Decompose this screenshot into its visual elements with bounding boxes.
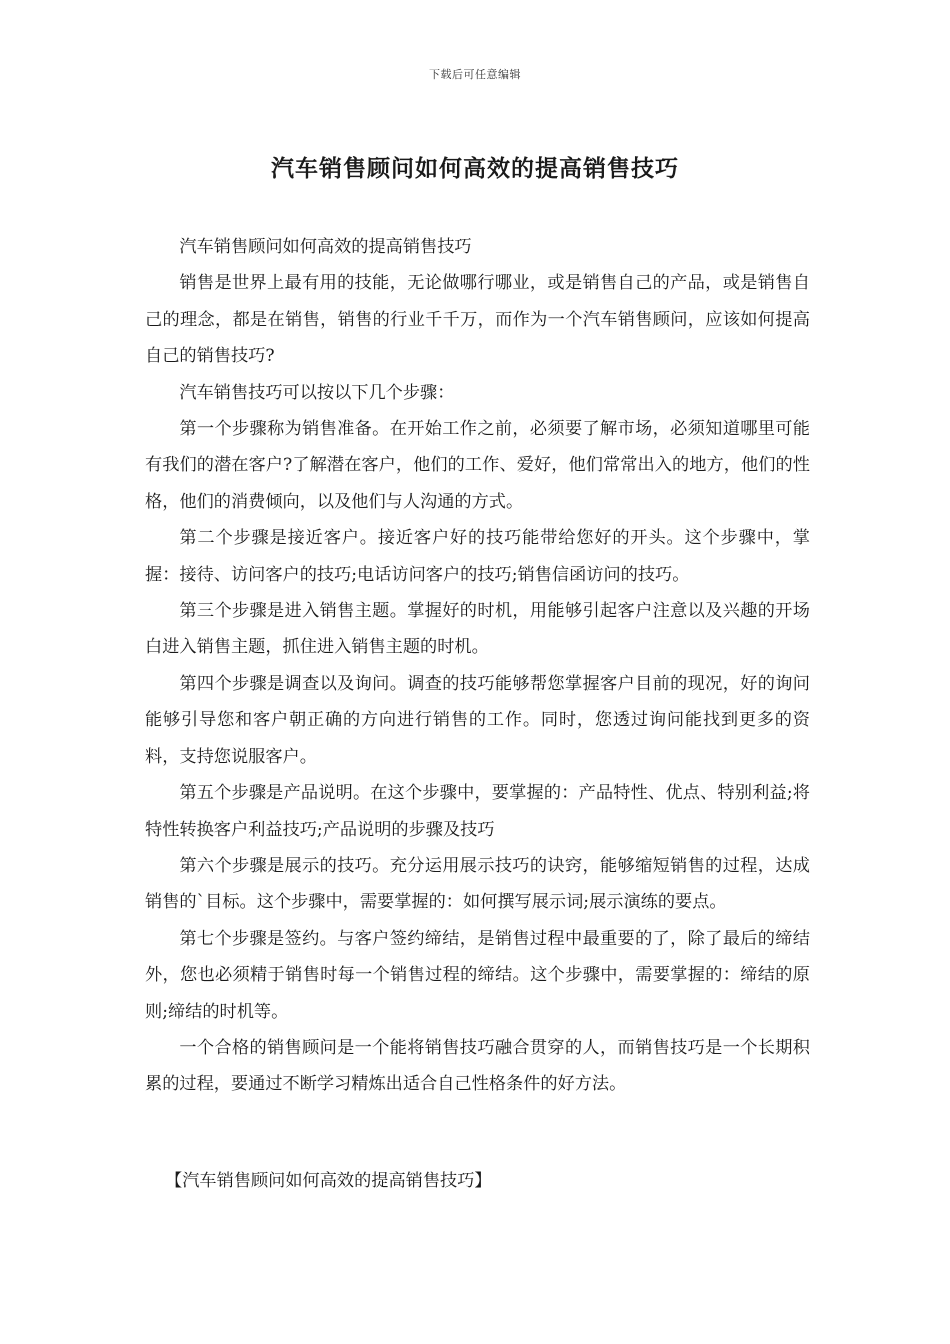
paragraph-conclusion: 一个合格的销售顾问是一个能将销售技巧融合贯穿的人，而销售技巧是一个长期积累的过程，要通过不断学习精炼出适合自己性格条件的好方法。 — [145, 1037, 810, 1095]
paragraph-subtitle: 汽车销售顾问如何高效的提高销售技巧 — [179, 237, 472, 257]
paragraph-step-4: 第四个步骤是调查以及询问。调查的技巧能够帮您掌握客户目前的现况，好的询问能够引导您和客户朝正确的方向进行销售的工作。同时，您透过询问能找到更多的资料，支持您说服客户。 — [145, 673, 810, 767]
paragraph-step-5: 第五个步骤是产品说明。在这个步骤中，要掌握的：产品特性、优点、特别利益;将特性转换客户利益技巧;产品说明的步骤及技巧 — [145, 783, 810, 840]
document-title: 汽车销售顾问如何高效的提高销售技巧 — [271, 155, 679, 182]
paragraph-steps-lead: 汽车销售技巧可以按以下几个步骤： — [179, 382, 455, 403]
paragraph-step-7: 第七个步骤是签约。与客户签约缔结，是销售过程中最重要的了，除了最后的缔结外，您也必须精于销售时每一个销售过程的缔结。这个步骤中，需要掌握的：缔结的原则;缔结的时机等。 — [145, 928, 810, 1022]
paragraph-step-1: 第一个步骤称为销售准备。在开始工作之前，必须要了解市场，必须知道哪里可能有我们的潜在客户?了解潜在客户，他们的工作、爱好，他们常常出入的地方，他们的性格，他们的消费倾向，以及他们与人沟通的方式。 — [145, 419, 810, 512]
document-footer-title: 【汽车销售顾问如何高效的提高销售技巧】 — [165, 1171, 492, 1191]
document-body — [145, 229, 810, 1103]
paragraph-intro: 销售是世界上最有用的技能，无论做哪行哪业，或是销售自己的产品，或是销售自己的理念，都是在销售，销售的行业千千万，而作为一个汽车销售顾问，应该如何提高自己的销售技巧? — [145, 273, 810, 367]
paragraph-step-6: 第六个步骤是展示的技巧。充分运用展示技巧的诀窍，能够缩短销售的过程，达成销售的`目标。这个步骤中，需要掌握的：如何撰写展示词;展示演练的要点。 — [145, 855, 810, 913]
paragraph-step-2: 第二个步骤是接近客户。接近客户好的技巧能带给您好的开头。这个步骤中，掌握：接待、访问客户的技巧;电话访问客户的技巧;销售信函访问的技巧。 — [145, 528, 810, 585]
page-header-note: 下载后可任意编辑 — [429, 68, 521, 81]
paragraph-step-3: 第三个步骤是进入销售主题。掌握好的时机，用能够引起客户注意以及兴趣的开场白进入销售主题，抓住进入销售主题的时机。 — [145, 601, 810, 658]
